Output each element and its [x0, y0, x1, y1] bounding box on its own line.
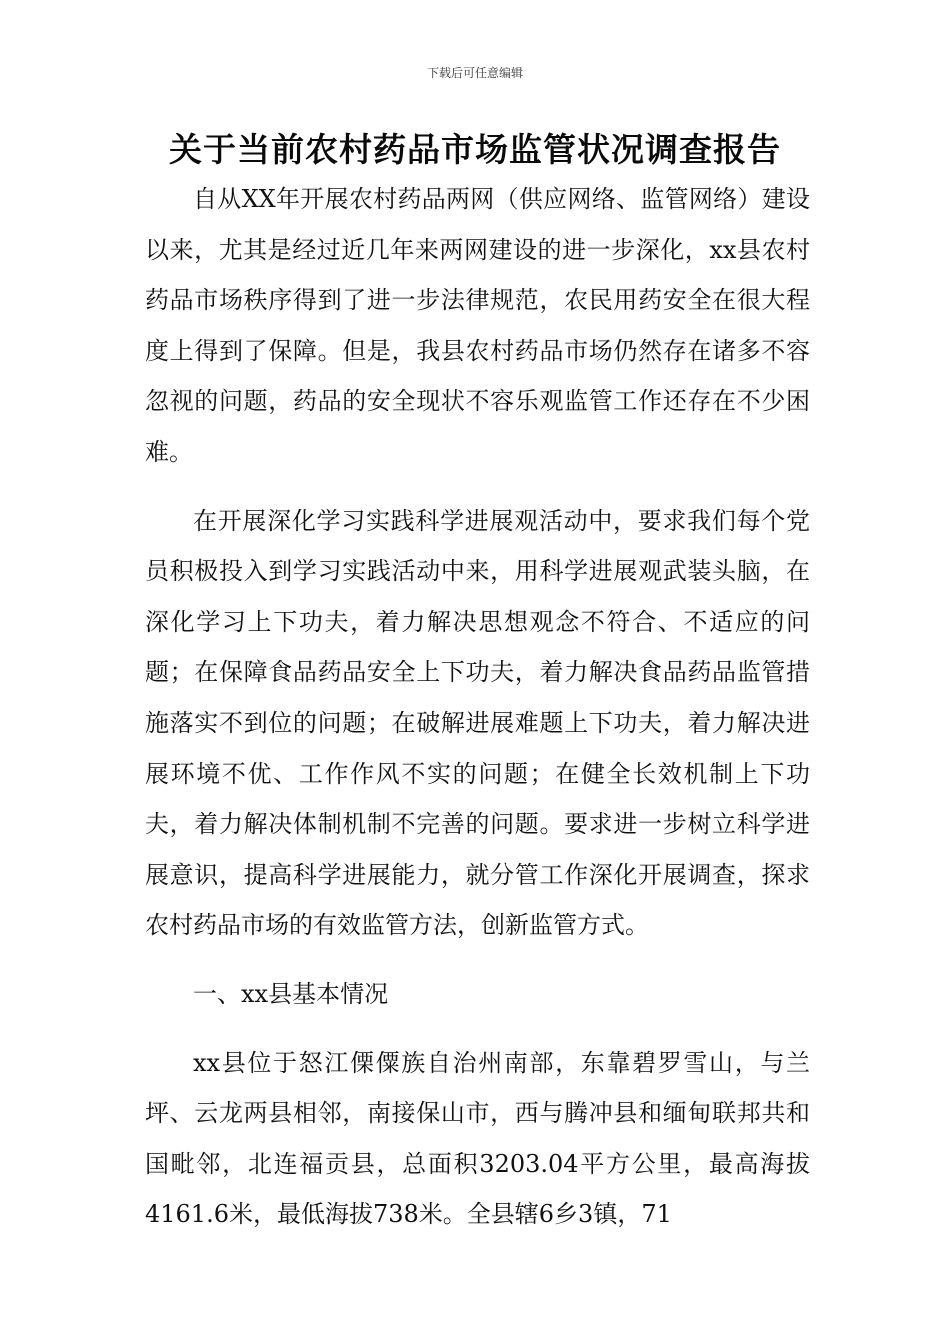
section-heading-basic-info: 一、xx县基本情况 — [193, 979, 389, 1008]
document-body — [145, 174, 810, 1240]
paragraph-county-overview: xx县位于怒江傈僳族自治州南部，东靠碧罗雪山，与兰坪、云龙两县相邻，南接保山市，西与腾冲县和缅甸联邦共和国毗邻，北连福贡县，总面积3203.04平方公里，最高海拔4161.6米，最低海拔738米。全县辖6乡3镇，71 — [145, 1048, 810, 1229]
header-note: 下载后可任意编辑 — [426, 66, 523, 80]
paragraph-study-practice: 在开展深化学习实践科学进展观活动中，要求我们每个党员积极投入到学习实践活动中来，用科学进展观武装头脑，在深化学习上下功夫，着力解决思想观念不符合、不适应的问题；在保障食品药品安全上下功夫，着力解决食品药品监管措施落实不到位的问题；在破解进展难题上下功夫，着力解决进展环境不优、工作作风不实的问题；在健全长效机制上下功夫，着力解决体制机制不完善的问题。要求进一步树立科学进展意识，提高科学进展能力，就分管工作深化开展调查，探求农村药品市场的有效监管方法，创新监管方式。 — [145, 506, 810, 940]
document-title: 关于当前农村药品市场监管状况调查报告 — [169, 130, 781, 169]
paragraph-intro: 自从XX年开展农村药品两网（供应网络、监管网络）建设以来，尤其是经过近几年来两网建设的进一步深化，xx县农村药品市场秩序得到了进一步法律规范，农民用药安全在很大程度上得到了保障。但是，我县农村药品市场仍然存在诸多不容忽视的问题，药品的安全现状不容乐观监管工作还存在不少困难。 — [145, 185, 810, 466]
